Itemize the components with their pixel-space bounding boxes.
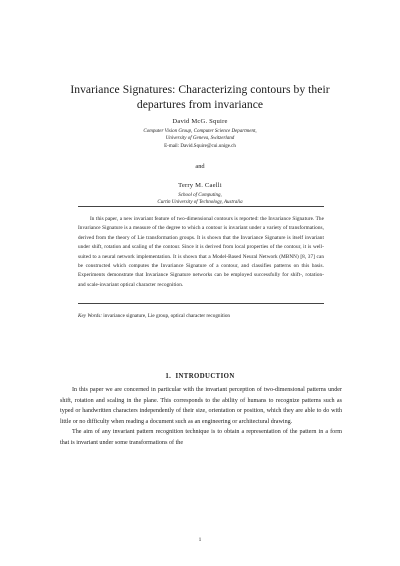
paragraph-2: The aim of any invariant pattern recognition technique is to obtain a representation of the pattern in a form that is invariant under some transformations of the — [60, 429, 342, 446]
section-title: INTRODUCTION — [175, 373, 235, 380]
paper-title: Invariance Signatures: Characterizing contours by their departures from invariance — [70, 83, 330, 111]
abstract-text: In this paper, a new invariant feature of two-dimensional contours is reported: the Invariance Signature. The Invariance Signature is a measure of the degree to which a contour is invariant under a variety of transformations, derived from the theory of Lie transformation groups. It is shown that the Invariance Signature is itself invariant under shift, rotation and scaling of the contour. Since it is derived from local properties of the contour, it is well-suited to a neural network implementation. It is shown that a Model-Based Neural Network (MBNN) [8, 37] can be constructed which computes the Invariance Signature of a contour, and classifies patterns on this basis. Experiments demonstrate that Invariance Signature networks can be employed successfully for shift-, rotation- and scale-invariant optical character recognition. — [78, 216, 324, 288]
author-name-2: Terry M. Caelli — [178, 182, 222, 189]
body-text — [60, 385, 342, 449]
author-separator: and — [195, 163, 205, 170]
author-email-1: E-mail: David.Squire@cui.unige.ch — [164, 144, 236, 149]
keywords-label: Key Words: — [78, 313, 102, 319]
author-affiliation-2-line-2: Curtin University of Technology, Australia — [157, 200, 243, 205]
author-affiliation-1-line-2: University of Geneva, Switzerland — [165, 136, 235, 141]
paragraph-1: In this paper we are concerned in particular with the invariant perception of two-dimensional patterns under shift, rotation and scaling in the plane. This corresponds to the ability of humans to recognize patterns such as typed or handwritten characters independently of their size, orientation or position, which they are able to do with little or no difficulty when reading a document such as an engineering or architectural drawing. — [60, 387, 342, 425]
section-number: 1. — [165, 373, 172, 380]
page-number: 1 — [198, 537, 202, 543]
section-heading — [0, 373, 400, 380]
abstract-box — [78, 206, 324, 304]
keywords-text: invariance signature, Lie group, optical character recognition — [103, 313, 231, 319]
author-name-1: David McG. Squire — [172, 118, 228, 125]
author-affiliation-1-line-1: Computer Vision Group, Computer Science Department, — [143, 129, 257, 134]
keywords — [78, 313, 324, 319]
author-affiliation-2-line-1: School of Computing, — [178, 193, 222, 198]
